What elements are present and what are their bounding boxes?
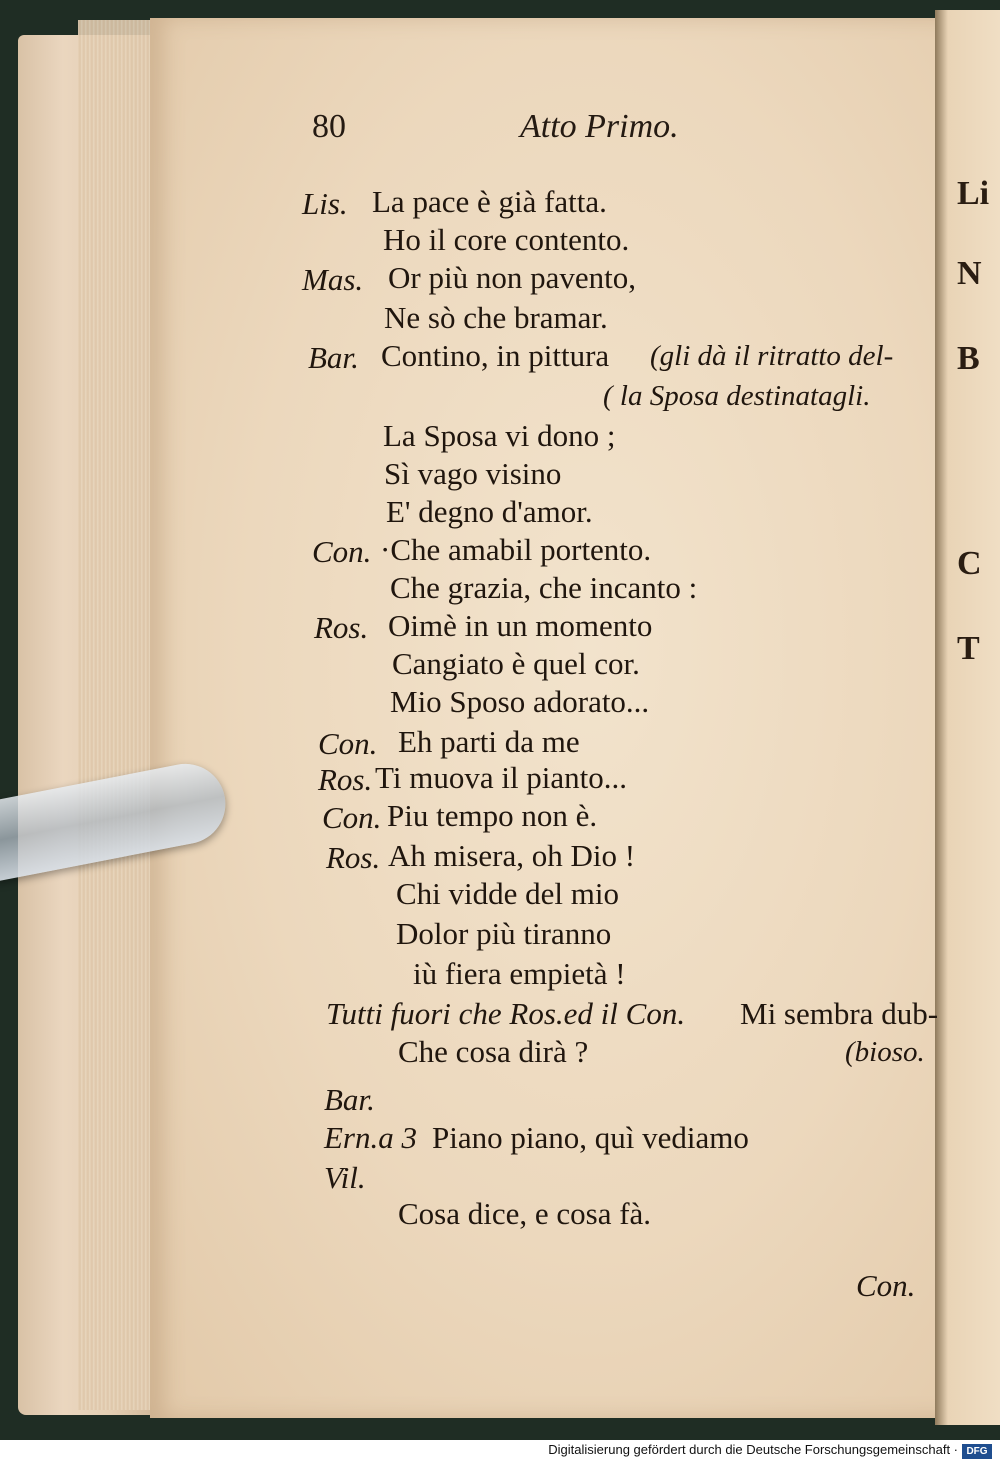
facing-page-fragment: T (957, 630, 980, 667)
verse-line: Ne sò che bramar. (384, 300, 608, 335)
verse-line: Ti muova il pianto... (375, 760, 628, 795)
speaker-label: Ros. (314, 610, 369, 645)
speaker-label: Tutti fuori che Ros.ed il Con. (326, 996, 686, 1031)
verse-line: Contino, in pittura (381, 338, 610, 373)
verse-line: Piu tempo non è. (387, 798, 598, 833)
speaker-label: Bar. (308, 340, 359, 375)
speaker-label: Vil. (324, 1160, 366, 1195)
stage-direction: ( la Sposa destinatagli. (603, 380, 871, 412)
verse-line: Ah misera, oh Dio ! (388, 838, 636, 873)
verse-line: Mio Sposo adorato... (390, 684, 650, 719)
speaker-label: Mas. (302, 262, 364, 297)
speaker-label: Ros. (318, 762, 373, 797)
verse-line: Piano piano, quì vediamo (432, 1120, 749, 1155)
stage-direction: (bioso. (845, 1036, 925, 1068)
verse-line: Mi sembra dub- (740, 996, 939, 1031)
speaker-label: Lis. (302, 186, 348, 221)
stage-direction: (gli dà il ritratto del- (650, 340, 894, 372)
verse-line: Dolor più tiranno (396, 916, 612, 951)
speaker-label: Bar. (324, 1082, 375, 1117)
verse-line: Chi vidde del mio (396, 876, 620, 911)
page-number: 80 (312, 108, 346, 145)
verse-line: E' degno d'amor. (386, 494, 593, 529)
speaker-label: Ern.a 3 (324, 1120, 417, 1155)
facing-page-fragment: B (957, 340, 980, 377)
verse-line: Che grazia, che incanto : (390, 570, 698, 605)
speaker-label: Ros. (326, 840, 381, 875)
footer-credit: Digitalisierung gefördert durch die Deutsche Forschungsgemeinschaft · (548, 1442, 958, 1457)
verse-line: Sì vago visino (384, 456, 562, 491)
dfg-logo: DFG (962, 1444, 992, 1459)
verse-line: La Sposa vi dono ; (383, 418, 616, 453)
speaker-label: Con. (318, 726, 378, 761)
facing-page-edge (935, 10, 1000, 1425)
facing-page-fragment: C (957, 545, 982, 582)
speaker-label: Con. (322, 800, 382, 835)
footer-bar (0, 1440, 1000, 1463)
verse-line: Eh parti da me (398, 724, 580, 759)
verse-line: ·Che amabil portento. (380, 532, 652, 567)
bookmark-body (0, 757, 232, 881)
verse-line: Cosa dice, e cosa fà. (398, 1196, 652, 1231)
verse-line: Or più non pavento, (388, 260, 636, 295)
verse-line: Oimè in un momento (388, 608, 653, 643)
speaker-label: Con. (312, 534, 372, 569)
catchword: Con. (856, 1268, 916, 1303)
verse-line: iù fiera empietà ! (413, 956, 626, 991)
verse-line: Cangiato è quel cor. (392, 646, 640, 681)
running-title: Atto Primo. (520, 108, 679, 145)
verse-line: La pace è già fatta. (372, 184, 607, 219)
verse-line: Ho il core contento. (383, 222, 630, 257)
facing-page-fragment: N (957, 255, 982, 292)
verse-line: Che cosa dirà ? (398, 1034, 589, 1069)
facing-page-fragment: Li (957, 175, 990, 212)
